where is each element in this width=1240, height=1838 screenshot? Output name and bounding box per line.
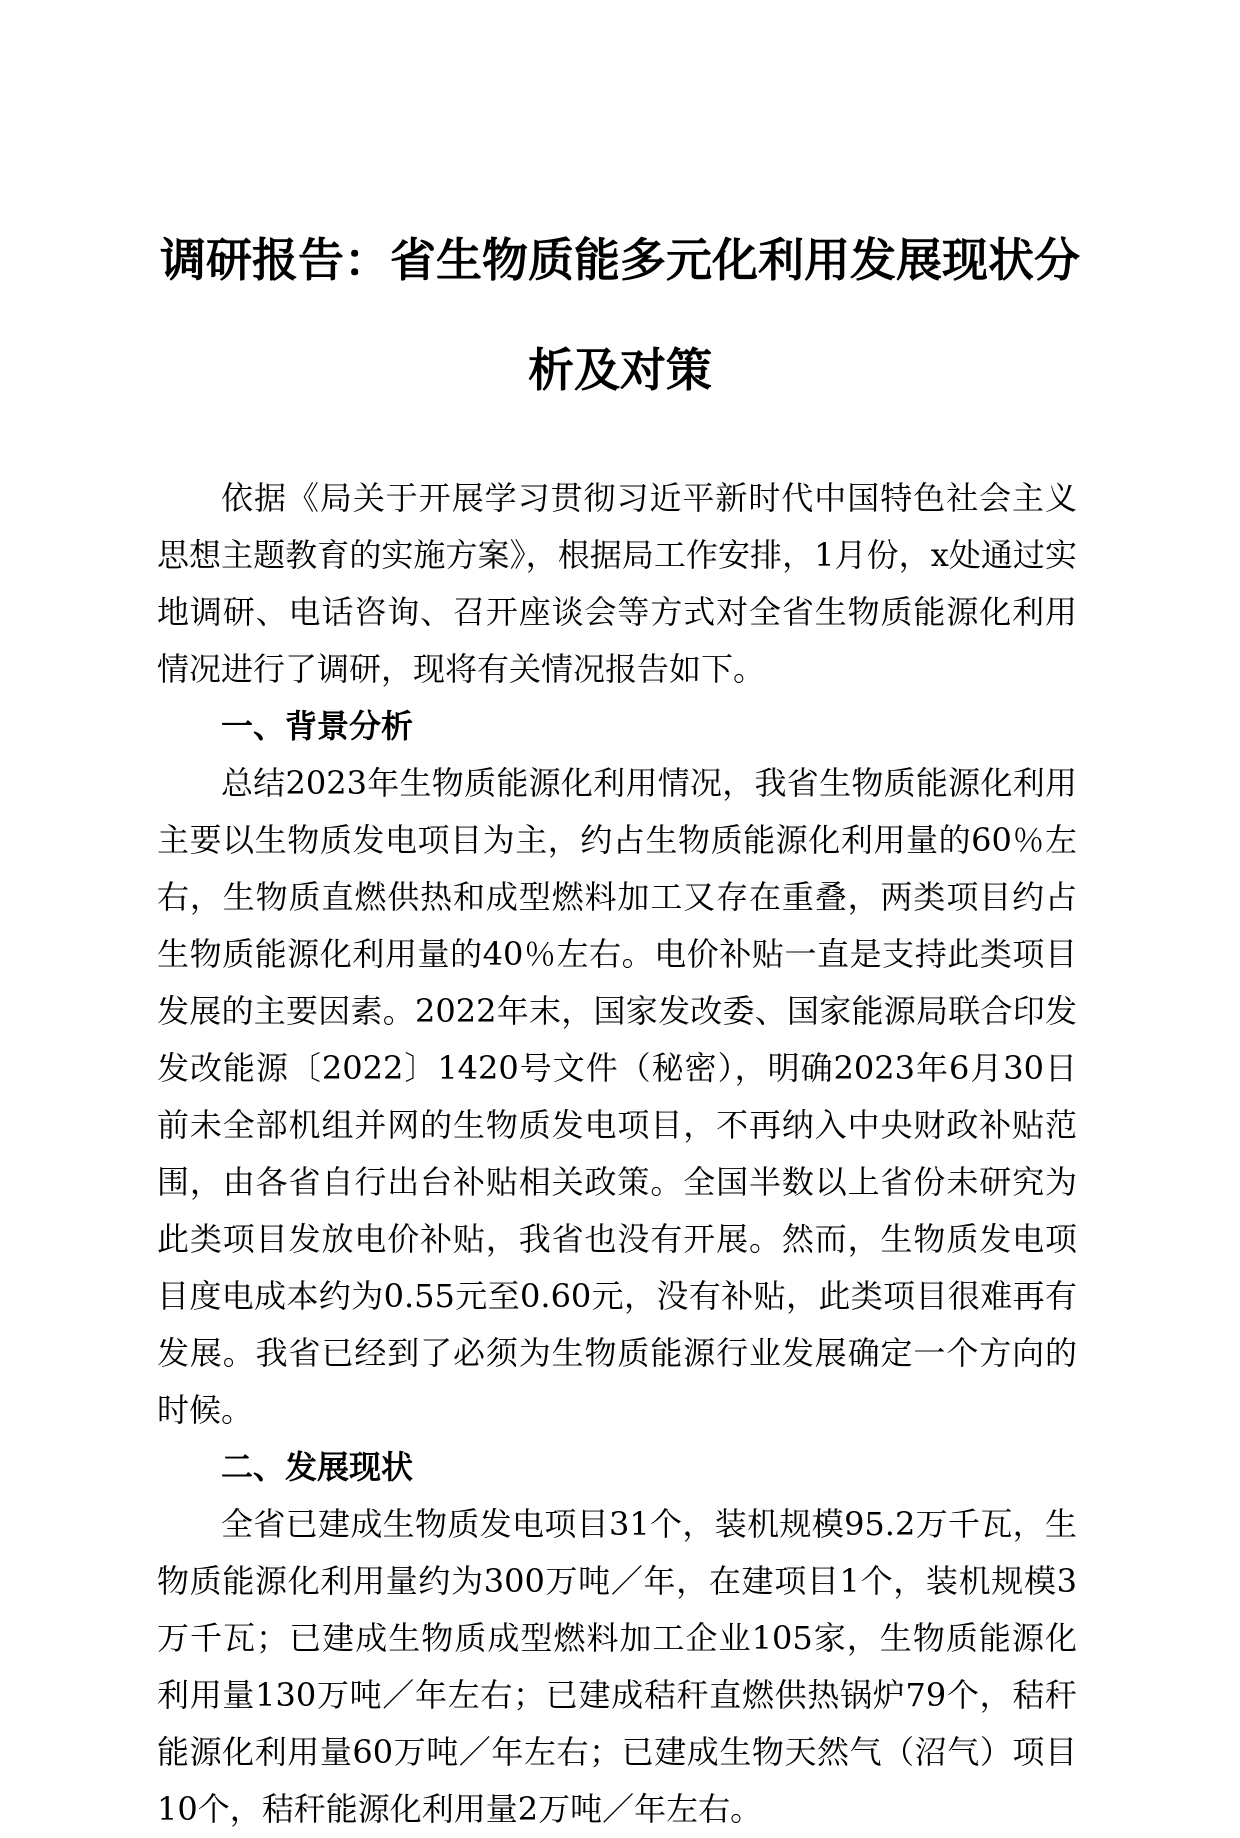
section-paragraph-status: 全省已建成生物质发电项目31个，装机规模95.2万千瓦，生物质能源化利用量约为300万吨／年，在建项目1个，装机规模3万千瓦；已建成生物质成型燃料加工企业105家，生物质能源化利用量130万吨／年左右；已建成秸秆直燃供热锅炉79个，秸秆能源化利用量60万吨／年左右；已建成生物天然气（沼气）项目10个，秸秆能源化利用量2万吨／年左右。 — [157, 1505, 1077, 1828]
section-heading-status: 二、发展现状 — [221, 1448, 414, 1486]
section-heading-background: 一、背景分析 — [221, 707, 414, 745]
intro-paragraph: 依据《局关于开展学习贯彻习近平新时代中国特色社会主义思想主题教育的实施方案》，根据局工作安排，1月份，x处通过实地调研、电话咨询、召开座谈会等方式对全省生物质能源化利用情况进行了调研，现将有关情况报告如下。 — [157, 479, 1077, 688]
document-body — [157, 470, 1077, 1838]
section-paragraph-background: 总结2023年生物质能源化利用情况，我省生物质能源化利用主要以生物质发电项目为主，约占生物质能源化利用量的60％左右，生物质直燃供热和成型燃料加工又存在重叠，两类项目约占生物质能源化利用量的40％左右。电价补贴一直是支持此类项目发展的主要因素。2022年末，国家发改委、国家能源局联合印发发改能源〔2022〕1420号文件（秘密），明确2023年6月30日前未全部机组并网的生物质发电项目，不再纳入中央财政补贴范围，由各省自行出台补贴相关政策。全国半数以上省份未研究为此类项目发放电价补贴，我省也没有开展。然而，生物质发电项目度电成本约为0.55元至0.60元，没有补贴，此类项目很难再有发展。我省已经到了必须为生物质能源行业发展确定一个方向的时候。 — [157, 764, 1077, 1429]
document-title: 调研报告：省生物质能多元化利用发展现状分析及对策 — [160, 233, 1080, 397]
